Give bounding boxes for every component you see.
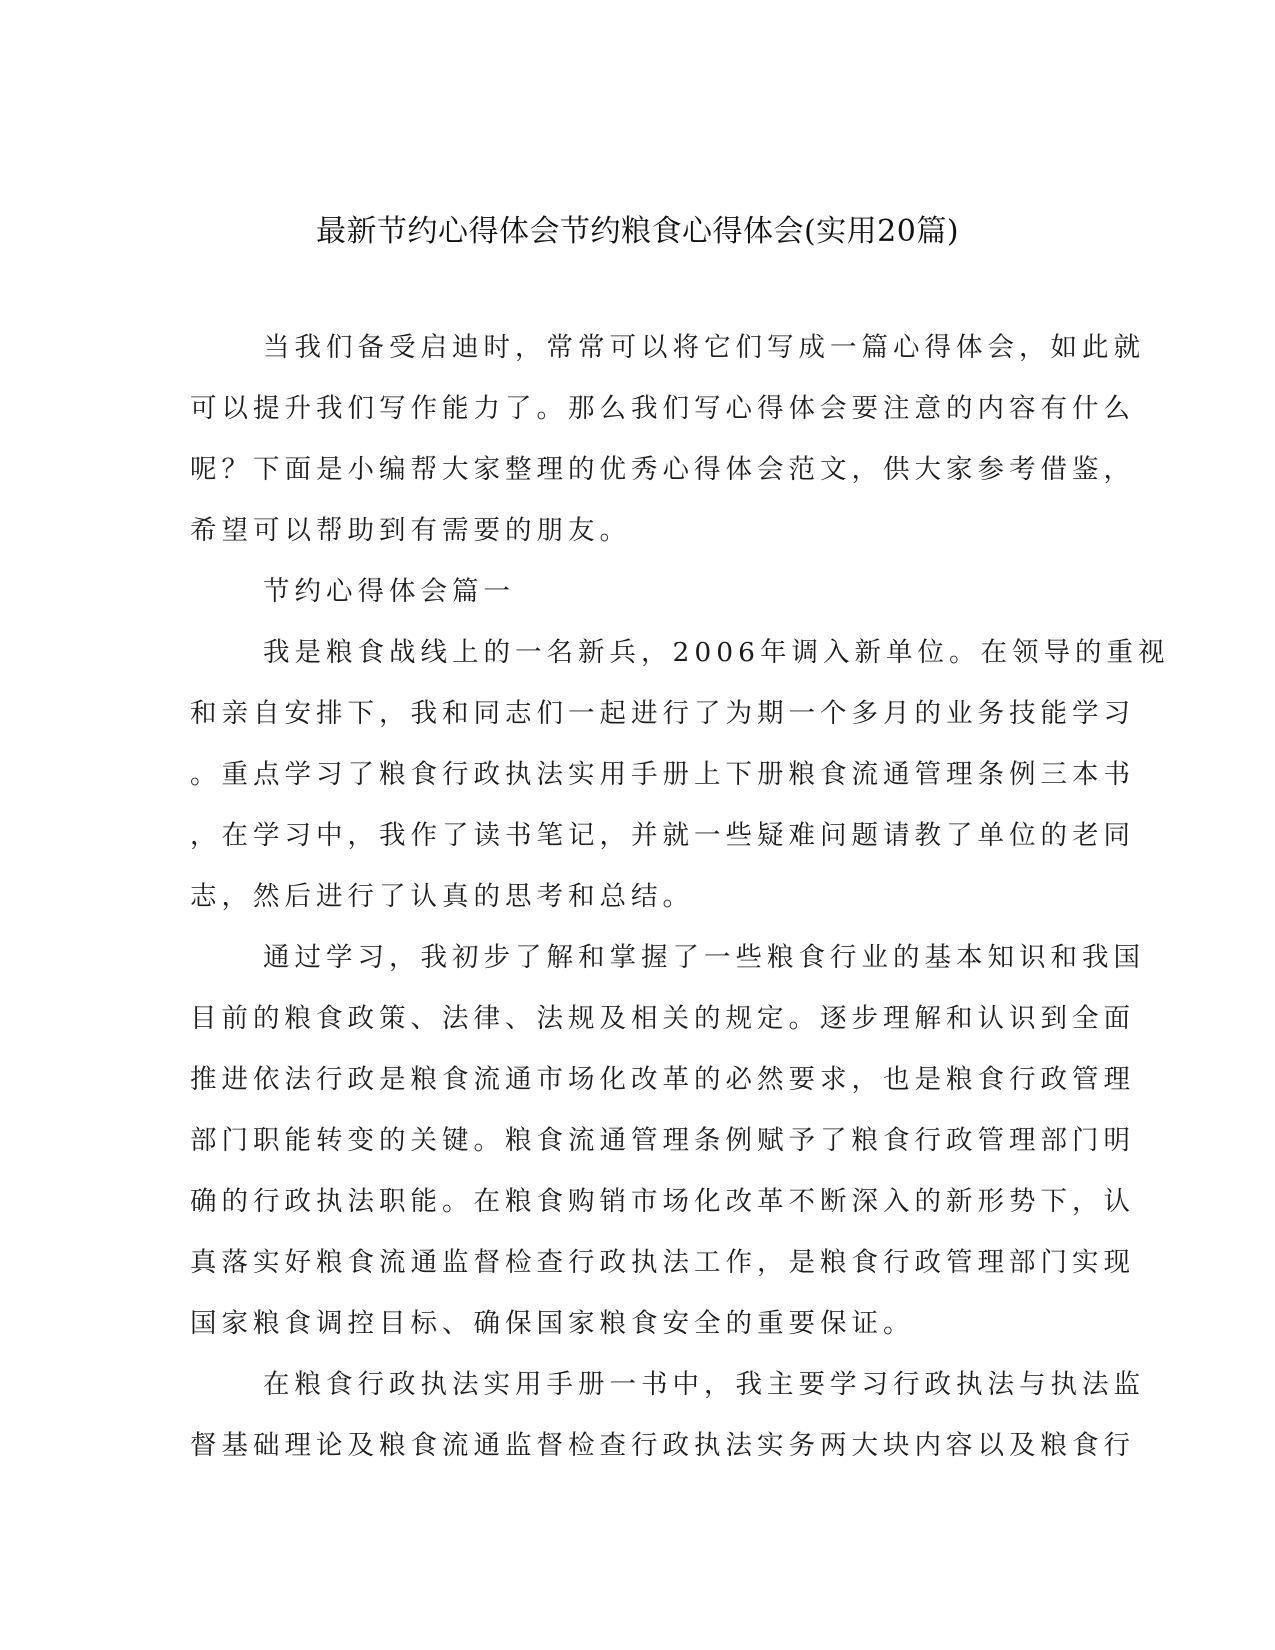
- paragraph-line: 我是粮食战线上的一名新兵，2006年调入新单位。在领导的重视: [263, 637, 1170, 668]
- paragraph-line: 推进依法行政是粮食流通市场化改革的必然要求，也是粮食行政管理: [190, 1064, 1135, 1095]
- paragraph-line: 国家粮食调控目标、确保国家粮食安全的重要保证。: [190, 1308, 915, 1339]
- paragraph-line: ，在学习中，我作了读书笔记，并就一些疑难问题请教了单位的老同: [190, 820, 1135, 851]
- document-title: 最新节约心得体会节约粮食心得体会(实用20篇): [315, 214, 960, 249]
- paragraph-line: 呢？下面是小编帮大家整理的优秀心得体会范文，供大家参考借鉴，: [190, 454, 1135, 485]
- paragraph-line: 志，然后进行了认真的思考和总结。: [190, 881, 694, 912]
- paragraph-line: 在粮食行政执法实用手册一书中，我主要学习行政执法与执法监: [263, 1369, 1145, 1400]
- paragraph-line: 希望可以帮助到有需要的朋友。: [190, 515, 631, 546]
- paragraph-line: 部门职能转变的关键。粮食流通管理条例赋予了粮食行政管理部门明: [190, 1125, 1135, 1156]
- paragraph-line: 和亲自安排下，我和同志们一起进行了为期一个多月的业务技能学习: [190, 698, 1135, 729]
- paragraph-line: 确的行政执法职能。在粮食购销市场化改革不断深入的新形势下，认: [190, 1186, 1135, 1217]
- paragraph-line: 督基础理论及粮食流通监督检查行政执法实务两大块内容以及粮食行: [190, 1430, 1135, 1461]
- paragraph-line: 可以提升我们写作能力了。那么我们写心得体会要注意的内容有什么: [190, 393, 1135, 424]
- paragraph-line: 通过学习，我初步了解和掌握了一些粮食行业的基本知识和我国: [263, 942, 1145, 973]
- paragraph-line: 目前的粮食政策、法律、法规及相关的规定。逐步理解和认识到全面: [190, 1003, 1135, 1034]
- paragraph-line: 。重点学习了粮食行政执法实用手册上下册粮食流通管理条例三本书: [190, 759, 1135, 790]
- paragraph-line: 当我们备受启迪时，常常可以将它们写成一篇心得体会，如此就: [263, 332, 1145, 363]
- section-heading: 节约心得体会篇一: [263, 576, 515, 607]
- paragraph-line: 真落实好粮食流通监督检查行政执法工作，是粮食行政管理部门实现: [190, 1247, 1135, 1278]
